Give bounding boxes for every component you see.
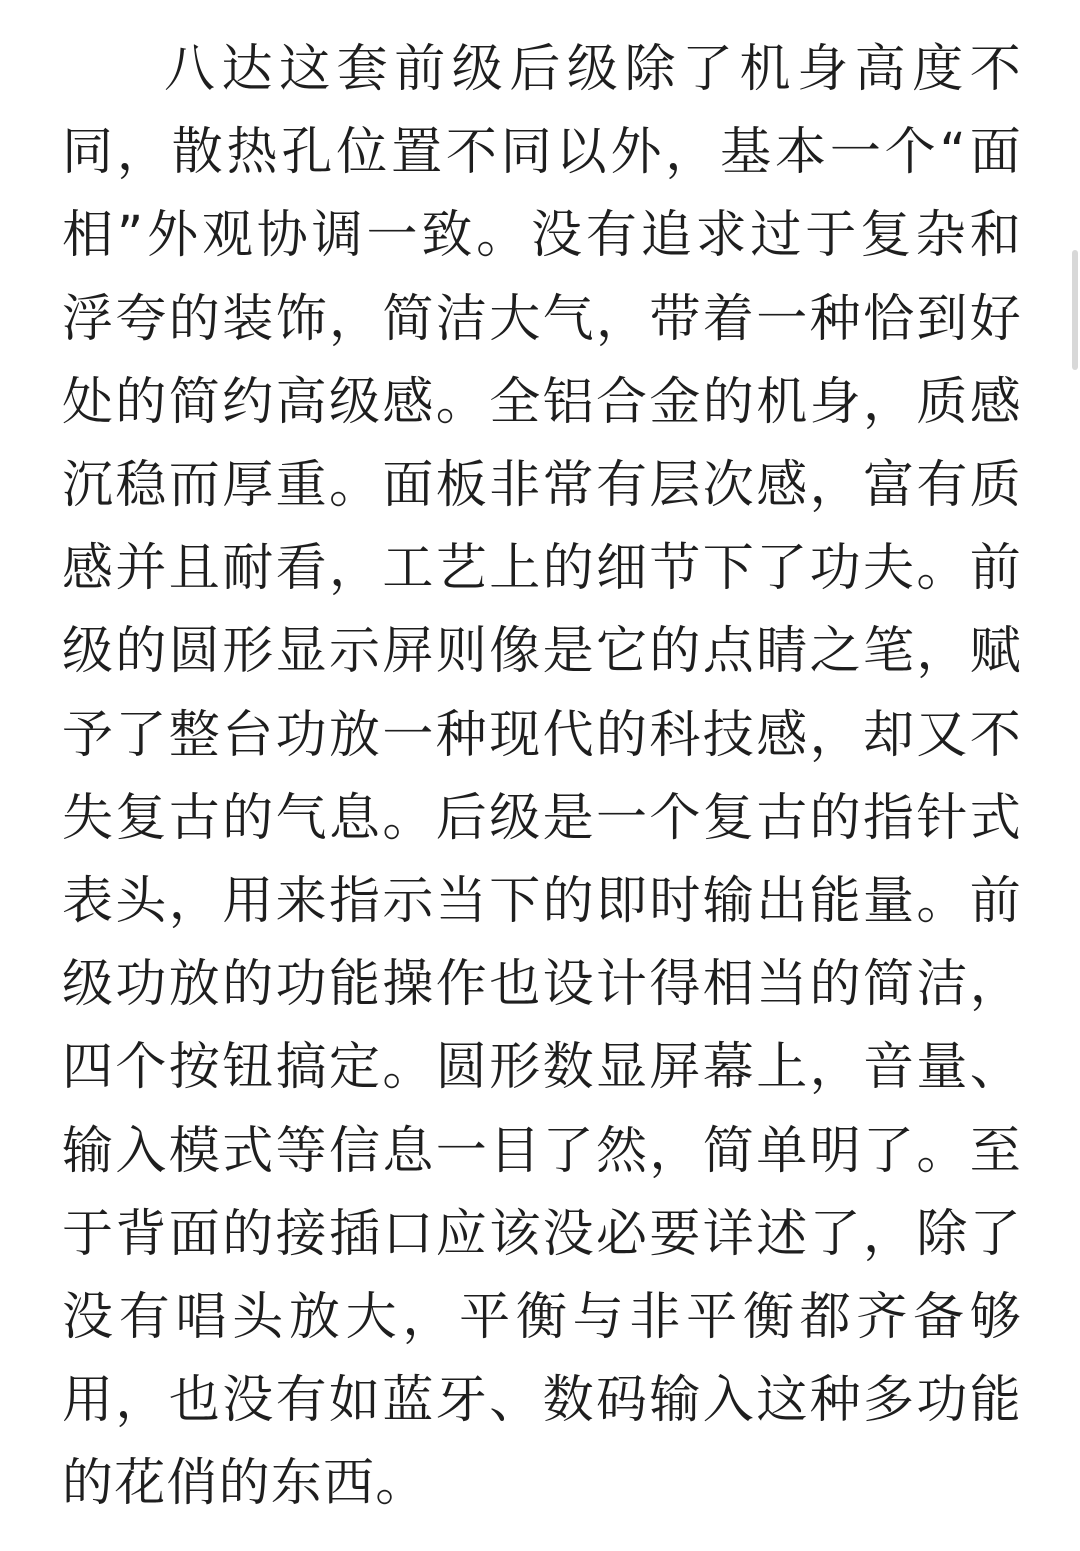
scrollbar-thumb[interactable] — [1072, 250, 1078, 370]
article-paragraph: 八达这套前级后级除了机身高度不同，散热孔位置不同以外，基本一个“面相”外观协调一致。没有追求过于复杂和浮夸的装饰，简洁大气，带着一种恰到好处的简约高级感。全铝合金的机身，质感沉稳而厚重。面板非常有层次感，富有质感并且耐看，工艺上的细节下了功夫。前级的圆形显示屏则像是它的点睛之笔，赋予了整台功放一种现代的科技感，却又不失复古的气息。后级是一个复古的指针式表头，用来指示当下的即时输出能量。前级功放的功能操作也设计得相当的简洁，四个按钮搞定。圆形数显屏幕上，音量、输入模式等信息一目了然，简单明了。至于背面的接插口应该没必要详述了，除了没有唱头放大，平衡与非平衡都齐备够用，也没有如蓝牙、数码输入这种多功能的花俏的东西。 — [62, 40, 1022, 1514]
scrollbar[interactable] — [1070, 250, 1080, 370]
article-body — [62, 28, 1022, 1526]
